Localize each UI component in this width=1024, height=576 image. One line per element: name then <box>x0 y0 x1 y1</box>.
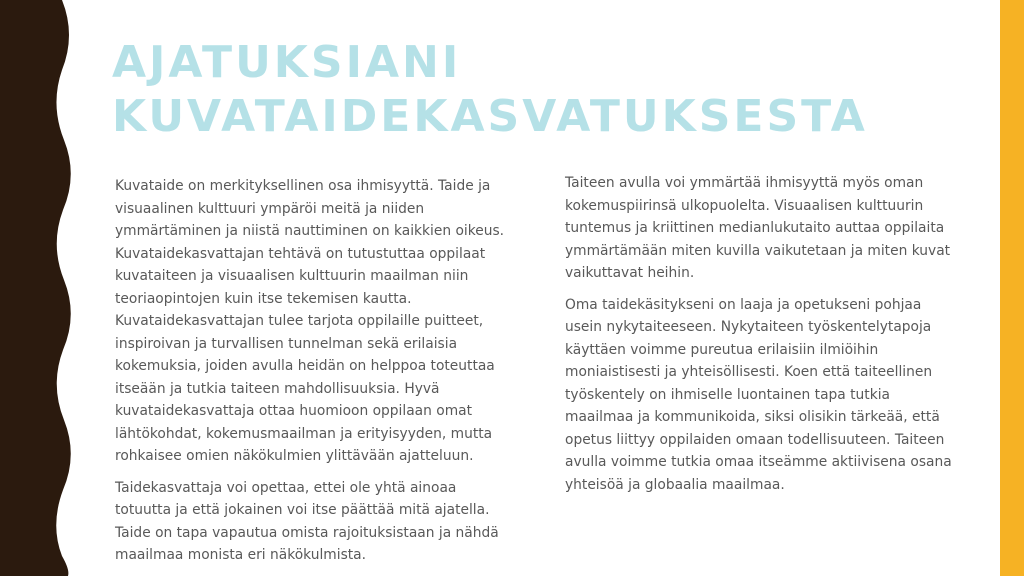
left-paragraph-1: Kuvataide on merkityksellinen osa ihmisyyttä. Taide ja visuaalinen kulttuuri ympäröi meitä ja niiden ymmärtäminen ja niistä nauttiminen on kaikkien oikeus. Kuvataidekasvattajan tehtävä on tutustuttaa oppilaat kuvataiteen ja visuaalisen kulttuurin maailman niin teoriaopintojen kuin itse tekemisen kautta. Kuvataidekasvattajan tulee tarjota oppilaille puitteet, inspiroivan ja turvallisen tunnelman sekä erilaisia kokemuksia, joiden avulla heidän on helppoa toteuttaa itseään ja tutkia taiteen mahdollisuuksia. Hyvä kuvataidekasvattaja ottaa huomioon oppilaan omat lähtökohdat, kokemusmaailman ja erityisyyden, mutta rohkaisee omien näkökulmien ylittävään ajatteluun. <box>115 178 505 464</box>
title-line-1: AJATUKSIANI <box>112 37 462 88</box>
title-line-2: KUVATAIDEKASVATUKSESTA <box>112 91 868 142</box>
slide-title <box>112 36 972 144</box>
right-paragraph-1: Taiteen avulla voi ymmärtää ihmisyyttä myös oman kokemuspiirinsä ulkopuolelta. Visuaalisen kulttuurin tuntemus ja kriittinen medianlukutaito auttaa oppilaita ymmärtämään miten kuvilla vaikutetaan ja miten kuvat vaikuttavat heihin. <box>565 175 951 281</box>
left-text-column <box>115 175 515 576</box>
right-text-column <box>565 172 960 505</box>
wavy-left-band <box>0 0 80 576</box>
right-accent-band <box>1000 0 1024 576</box>
left-paragraph-2: Taidekasvattaja voi opettaa, ettei ole yhtä ainoaa totuutta ja että jokainen voi itse päättää mitä ajatella. Taide on tapa vapautua omista rajoituksistaan ja nähdä maailmaa monista eri näkökulmista. <box>115 479 499 563</box>
right-paragraph-2: Oma taidekäsitykseni on laaja ja opetukseni pohjaa usein nykytaiteeseen. Nykytaiteen työskentelytapoja käyttäen voimme pureutua erilaisiin ilmiöihin moniaistisesti ja yhteisöllisesti. Koen että taiteellinen työskentely on ihmiselle luontainen tapa tutkia maailmaa ja kommunikoida, siksi olisikin tärkeää, että opetus liittyy oppilaiden omaan todellisuuteen. Taiteen avulla voimme tutkia omaa itseämme aktiivisena osana yhteisöä ja globaalia maailmaa. <box>565 296 952 493</box>
